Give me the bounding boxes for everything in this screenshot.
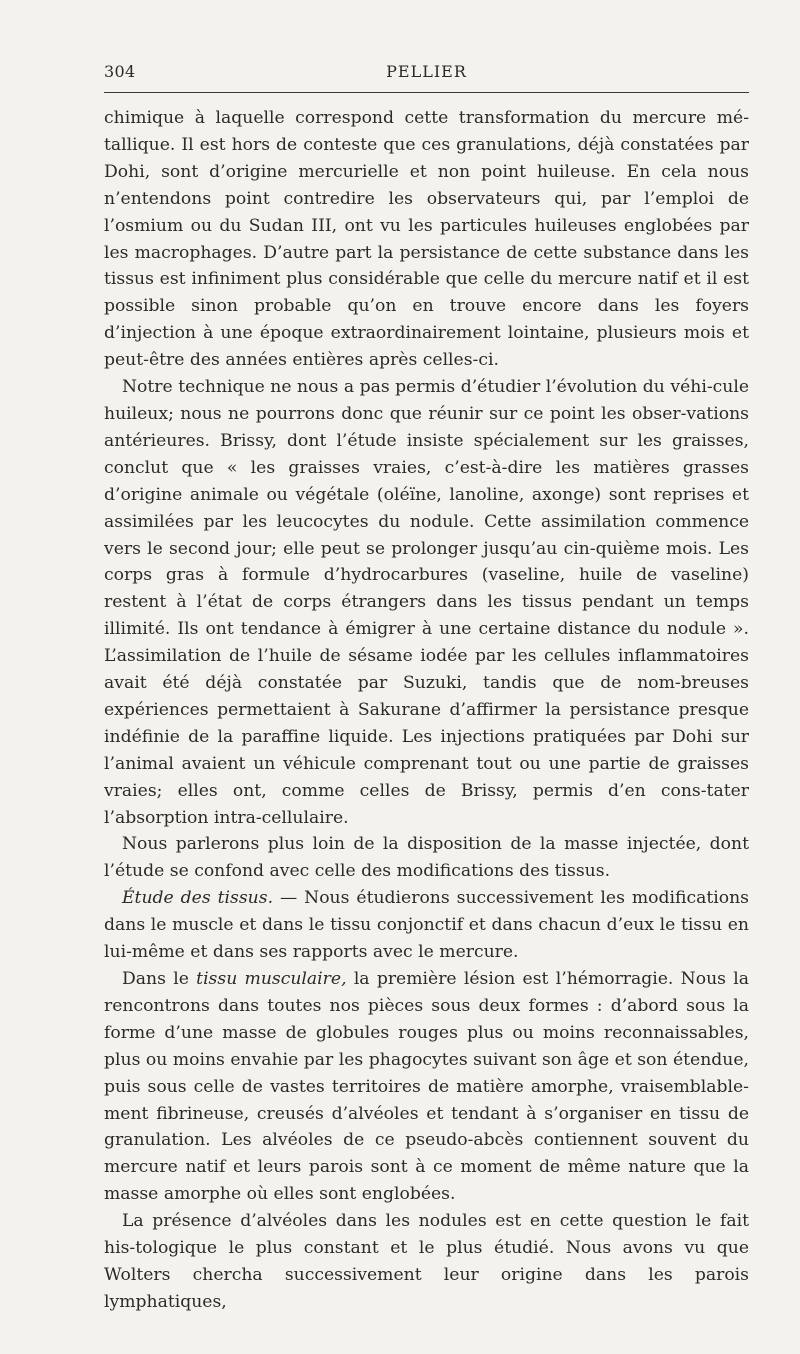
term-tissu-musculaire: tissu musculaire,: [196, 969, 347, 989]
paragraph-1: chimique à laquelle correspond cette transformation du mercure mé-tallique. Il est hors de conteste que ces granulations, déjà constatées par Dohi, sont d’origine mercurielle et non point huileuse. En cela nous n’entendons point contredire les observateurs qui, par l’emploi de l’osmium ou du Sudan III, ont vu les particules huileuses englobées par les macrophages. D’autre part la persistance de cette substance dans les tissus est infiniment plus considérable que celle du mercure natif et il est possible sinon probable qu’on en trouve encore dans les foyers d’injection à une époque extraordinairement lointaine, plusieurs mois et peut-être des années entières après celles-ci.: [104, 108, 749, 371]
paragraph-3: Nous parlerons plus loin de la disposition de la masse injectée, dont l’étude se confond avec celle des modifications des tissus.: [104, 834, 749, 882]
page-number: 304: [104, 62, 136, 81]
paragraph-5-start: Dans le: [122, 969, 197, 989]
paragraph-4-text: — Nous étudierons successivement les modifications dans le muscle et dans le tissu conjonctif et dans chacun d’eux le tissu en lui-même et dans ses rapports avec le mercure.: [104, 888, 749, 963]
paragraph-5-text: la première lésion est l’hémorragie. Nous la rencontrons dans toutes nos pièces sous deux formes : d’abord sous la forme d’une masse de globules rouges plus ou moins reconnaissables, plus ou moins envahie par les phagocytes suivant son âge et son étendue, puis sous celle de vastes territoires de matière amorphe, vraisemblable-ment fibrineuse, creusés d’alvéoles et tendant à s’organiser en tissu de granulation. Les alvéoles de ce pseudo-abcès contiennent souvent du mercure natif et leurs parois sont à ce moment de même nature que la masse amorphe où elles sont englobées.: [104, 969, 749, 1205]
paragraph-2: Notre technique ne nous a pas permis d’étudier l’évolution du véhi-cule huileux; nous ne pourrons donc que réunir sur ce point les obser-vations antérieures. Brissy, dont l’étude insiste spécialement sur les graisses, conclut que « les graisses vraies, c’est-à-dire les matières grasses d’origine animale ou végétale (oléïne, lanoline, axonge) sont reprises et assimilées par les leucocytes du nodule. Cette assimilation commence vers le second jour; elle peut se prolonger jusqu’au cin-quième mois. Les corps gras à formule d’hydrocarbures (vaseline, huile de vaseline) restent à l’état de corps étrangers dans les tissus pendant un temps illimité. Ils ont tendance à émigrer à une certaine distance du nodule ». L’assimilation de l’huile de sésame iodée par les cellules inflammatoires avait été déjà constatée par Suzuki, tandis que de nom-breuses expériences permettaient à Sakurane d’affirmer la persistance presque indéfinie de la paraffine liquide. Les injections pratiquées par Dohi sur l’animal avaient un véhicule comprenant tout ou une partie de graisses vraies; elles ont, comme celles de Brissy, permis d’en cons-tater l’absorption intra-cellulaire.: [104, 377, 749, 828]
section-heading-etude-des-tissus: Étude des tissus.: [122, 888, 274, 909]
page-header: [104, 56, 749, 86]
header-rule: [104, 92, 749, 93]
body-text: [104, 105, 749, 1316]
running-head: PELLIER: [386, 62, 467, 81]
page: [104, 56, 749, 1316]
paragraph-6: La présence d’alvéoles dans les nodules est en cette question le fait his-tologique le plus constant et le plus étudié. Nous avons vu que Wolters chercha successivement leur origine dans les parois lymphatiques,: [104, 1211, 749, 1312]
paragraph-5: [104, 966, 749, 1208]
paragraph-4: [104, 885, 749, 966]
